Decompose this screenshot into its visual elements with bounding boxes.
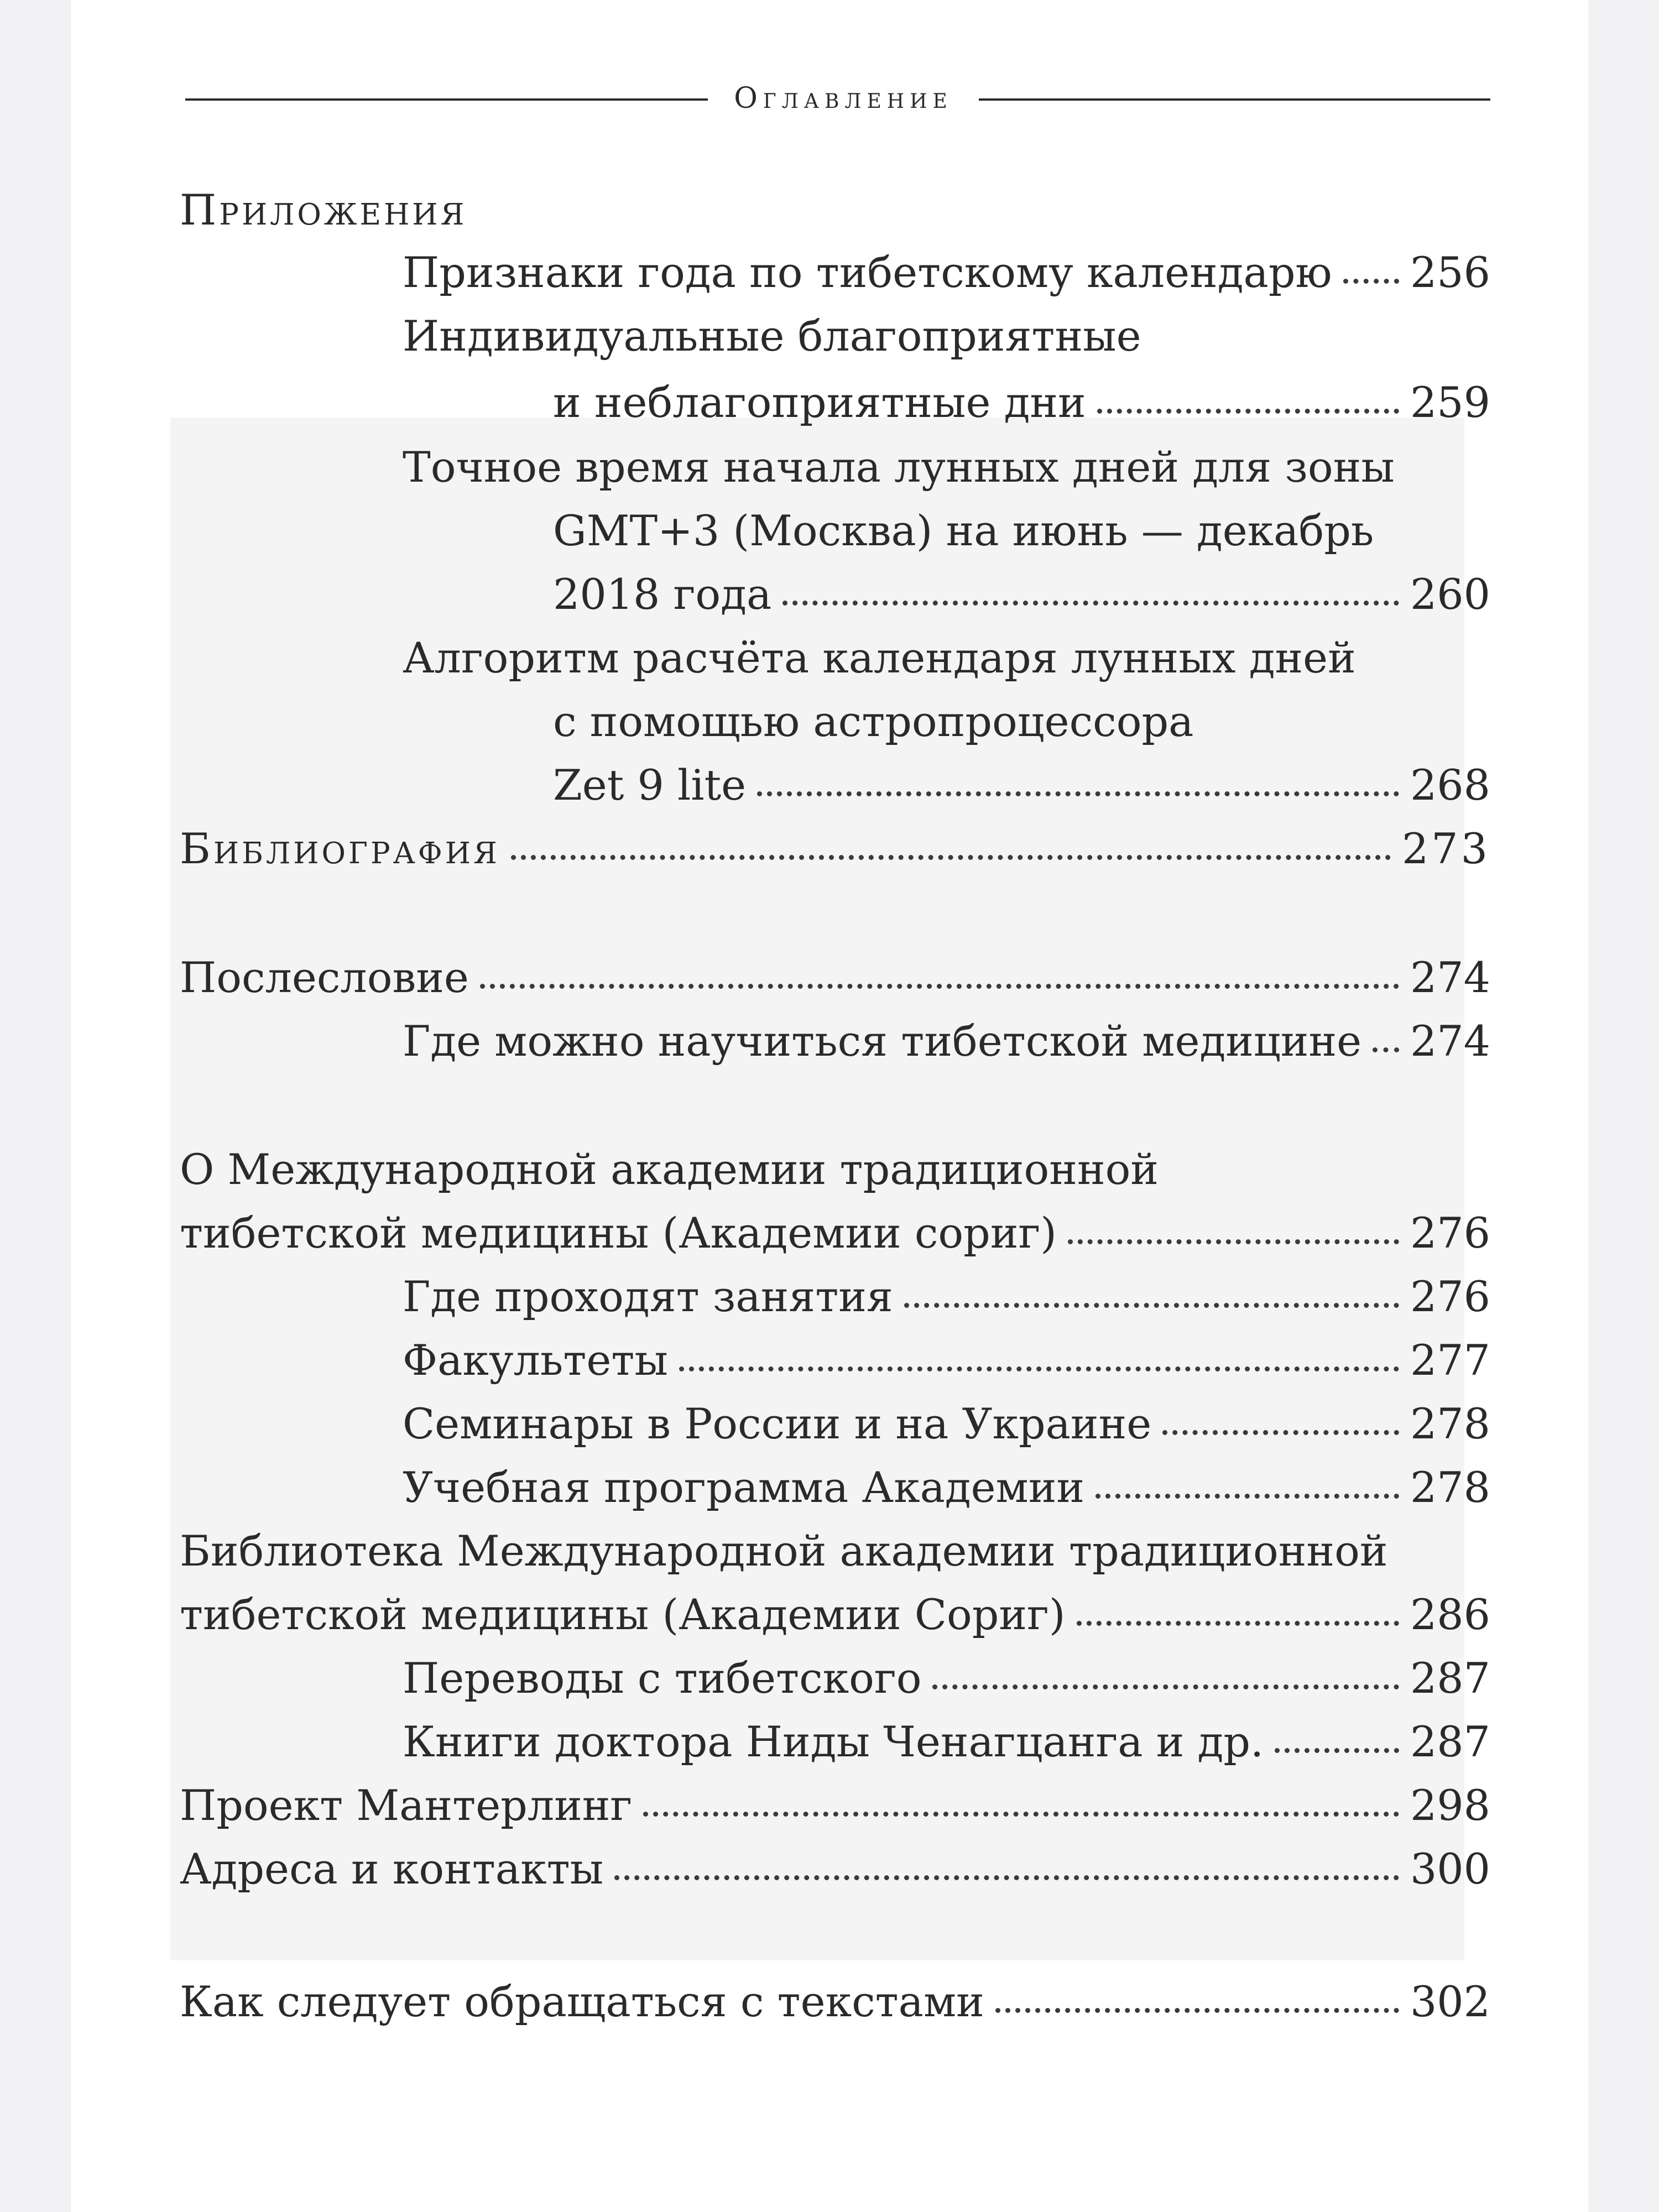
- page-number: 268: [1410, 760, 1490, 810]
- page-number: 302: [1410, 1977, 1490, 2026]
- toc-entry: Учебная программа Академии 278: [403, 1460, 1490, 1515]
- toc-entry-line: О Международной академии традиционной: [180, 1145, 1159, 1194]
- toc-entry-line: Точное время начала лунных дней для зоны: [403, 442, 1395, 492]
- toc-entry-continuation: с помощью астропроцессора: [553, 697, 1194, 746]
- page-number: 287: [1410, 1653, 1490, 1703]
- dot-leader: [679, 1366, 1399, 1371]
- dot-leader: [1373, 1047, 1399, 1052]
- toc-entry: Проект Мантерлинг 298: [180, 1778, 1490, 1833]
- header-rule-right: [979, 98, 1490, 101]
- page-number: 259: [1410, 378, 1490, 427]
- page-number: 287: [1410, 1717, 1490, 1766]
- toc-entry-continuation: GMT+3 (Москва) на июнь — декабрь: [553, 506, 1374, 555]
- toc-entry: Где проходят занятия 276: [403, 1269, 1490, 1324]
- toc-entry: Семинары в России и на Украине 278: [403, 1396, 1490, 1452]
- dot-leader: [643, 1812, 1399, 1817]
- toc-entry: Как следует обращаться с текстами 302: [180, 1974, 1490, 2030]
- toc-entry: Признаки года по тибетскому календарю 256: [403, 245, 1490, 300]
- toc-entry: Где можно научиться тибетской медицине 274: [403, 1014, 1490, 1069]
- dot-leader: [1275, 1748, 1399, 1753]
- toc-entry-line: Индивидуальные благоприятные: [403, 311, 1141, 361]
- toc-entry-continuation: тибетской медицины (Академии Сориг) 286: [180, 1587, 1490, 1642]
- dot-leader: [1343, 279, 1399, 284]
- page-number: 276: [1410, 1208, 1490, 1258]
- dot-leader: [1162, 1430, 1399, 1435]
- dot-leader: [1095, 1494, 1399, 1499]
- dot-leader: [1097, 409, 1399, 414]
- toc-entry: Послесловие 274: [180, 950, 1490, 1005]
- toc-entry: Факультеты 277: [403, 1333, 1490, 1388]
- page-number: 300: [1410, 1844, 1490, 1893]
- header-rule-left: [185, 98, 708, 101]
- page-number: 260: [1410, 570, 1490, 619]
- page-header-title: Оглавление: [734, 82, 953, 115]
- toc-entry: Переводы с тибетского 287: [403, 1651, 1490, 1706]
- page-number: 286: [1410, 1590, 1490, 1639]
- dot-leader: [1077, 1621, 1399, 1626]
- toc-entry-line: Алгоритм расчёта календаря лунных дней: [403, 633, 1356, 682]
- dot-leader: [782, 601, 1399, 606]
- toc-entry-continuation: тибетской медицины (Академии сориг) 276: [180, 1206, 1490, 1261]
- toc-entry-continuation: и неблагоприятные дни 259: [553, 375, 1490, 430]
- page-number: 273: [1401, 824, 1490, 873]
- dot-leader: [904, 1303, 1399, 1308]
- dot-leader: [480, 984, 1399, 989]
- page-number: 278: [1410, 1399, 1490, 1448]
- toc-entry-line: Библиотека Международной академии традиционной: [180, 1526, 1388, 1575]
- toc-section-heading: Приложения: [180, 185, 467, 234]
- dot-leader: [1068, 1239, 1399, 1244]
- dot-leader: [511, 855, 1391, 860]
- page-number: 274: [1410, 953, 1490, 1002]
- page-number: 274: [1410, 1016, 1490, 1066]
- toc-entry-continuation: 2018 года 260: [553, 567, 1490, 622]
- toc-entry: Книги доктора Ниды Ченагцанга и др. 287: [403, 1714, 1490, 1770]
- toc-entry: Адреса и контакты 300: [180, 1841, 1490, 1897]
- toc-entry-continuation: Zet 9 lite 268: [553, 758, 1490, 813]
- page-number: 277: [1410, 1335, 1490, 1385]
- dot-leader: [932, 1684, 1399, 1689]
- page-number: 276: [1410, 1272, 1490, 1321]
- dot-leader: [995, 2008, 1399, 2013]
- toc-section-entry: Библиография 273: [180, 821, 1490, 877]
- page-number: 298: [1410, 1781, 1490, 1830]
- page-number: 256: [1410, 248, 1490, 297]
- dot-leader: [614, 1875, 1399, 1880]
- page-number: 278: [1410, 1463, 1490, 1512]
- dot-leader: [757, 791, 1399, 796]
